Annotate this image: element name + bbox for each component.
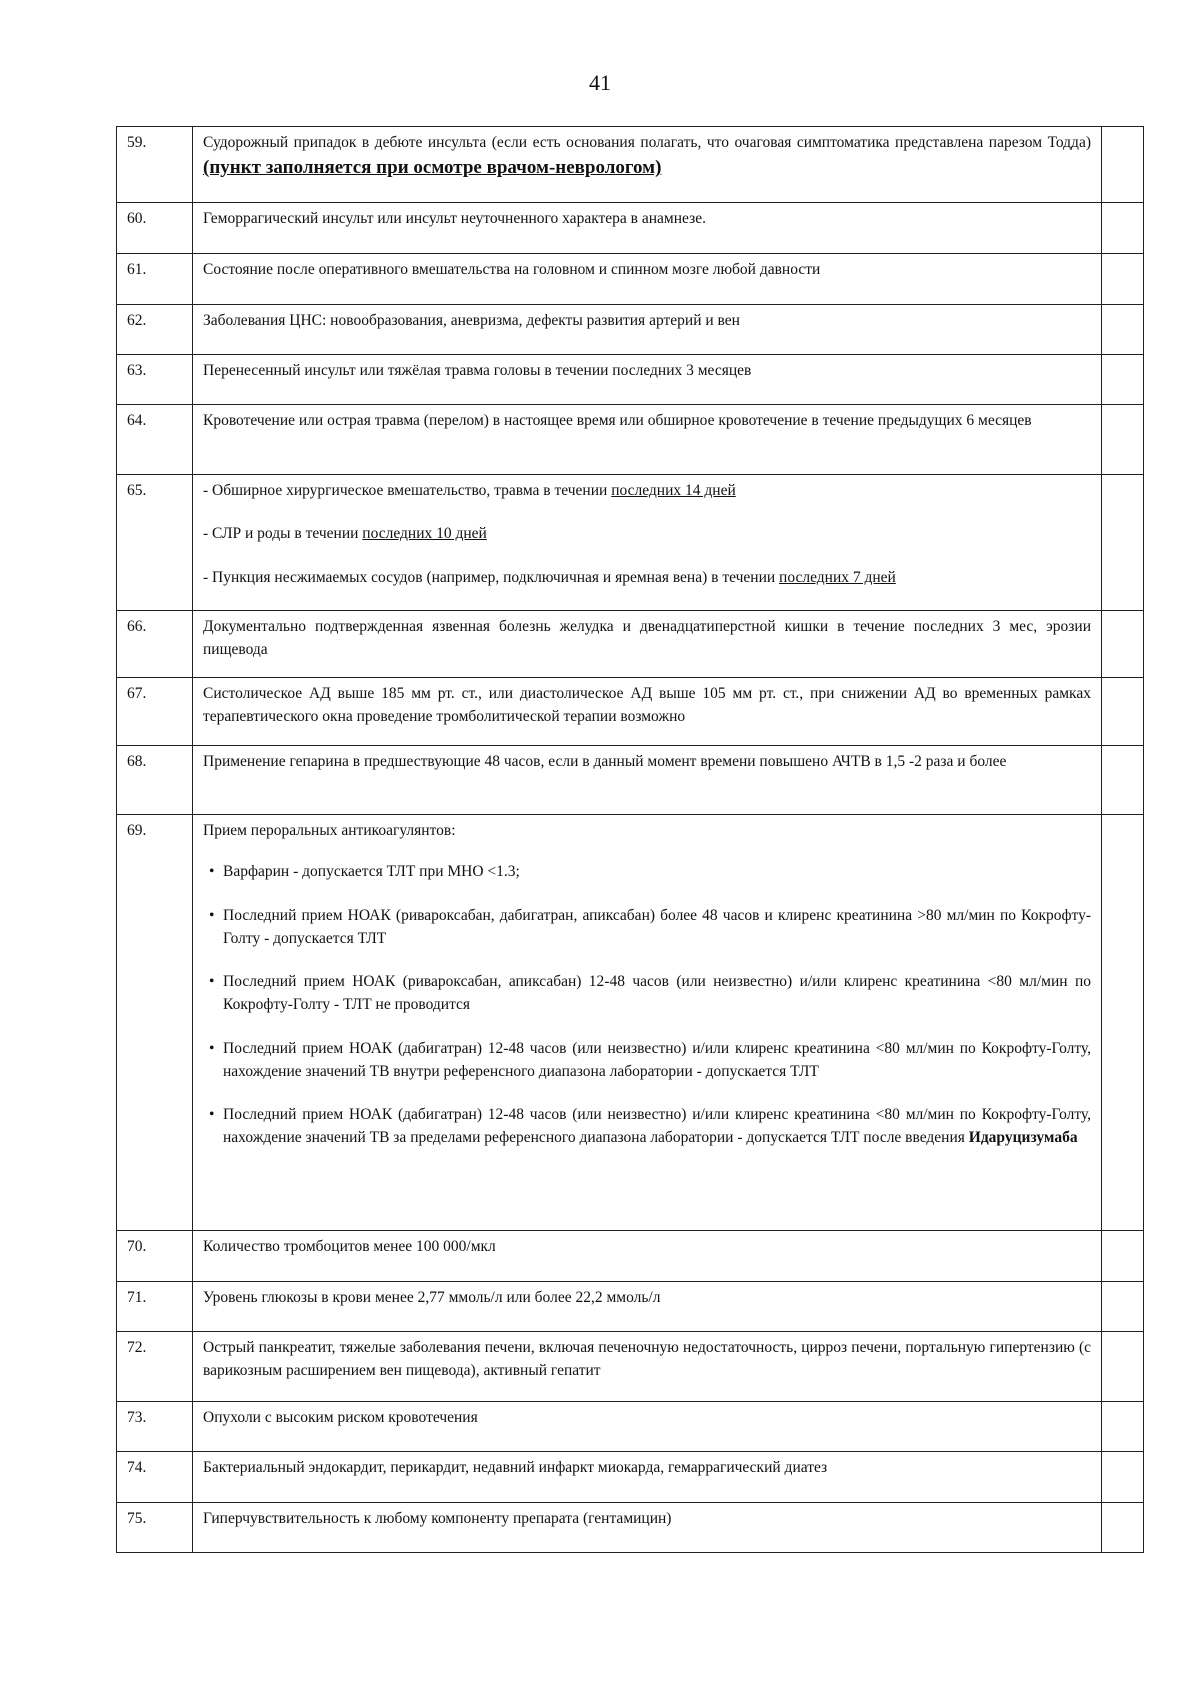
row-text: Бактериальный эндокардит, перикардит, недавний инфаркт миокарда, гемаррагический диатез xyxy=(193,1452,1102,1503)
row-text: Кровотечение или острая травма (перелом) в настоящее время или обширное кровотечение в течение предыдущих 6 месяцев xyxy=(193,405,1102,475)
list-item: • Варфарин - допускается ТЛТ при МНО <1.3; xyxy=(223,860,1091,883)
row-number: 74. xyxy=(117,1452,193,1503)
list-item: • Последний прием НОАК (дабигатран) 12-48 часов (или неизвестно) и/или клиренс креатинина <80 мл/мин по Кокрофту-Голту, нахождение значений ТВ внутри референсного диапазона лаборатории - допускается ТЛТ xyxy=(223,1037,1091,1084)
row-text xyxy=(193,127,1102,203)
table-row xyxy=(117,127,1144,203)
row-line-text: - Пункция несжимаемых сосудов (например, подключичная и яремная вена) в течении xyxy=(203,568,780,586)
row-number: 75. xyxy=(117,1503,193,1553)
row-text: Количество тромбоцитов менее 100 000/мкл xyxy=(193,1231,1102,1282)
row-text: Применение гепарина в предшествующие 48 часов, если в данный момент времени повышено АЧТВ в 1,5 -2 раза и более xyxy=(193,746,1102,815)
row-number: 73. xyxy=(117,1402,193,1452)
check-cell[interactable] xyxy=(1102,475,1144,611)
check-cell[interactable] xyxy=(1102,1503,1144,1553)
row-text xyxy=(193,475,1102,611)
row-line-text: - СЛР и роды в течении xyxy=(203,525,363,543)
table-row xyxy=(117,1503,1144,1553)
drug-name: Идаруцизумаба xyxy=(968,1129,1078,1147)
check-cell[interactable] xyxy=(1102,1332,1144,1402)
table-row xyxy=(117,254,1144,305)
row-number: 66. xyxy=(117,611,193,678)
row-text xyxy=(193,815,1102,1231)
table-row xyxy=(117,475,1144,611)
table-row xyxy=(117,1402,1144,1452)
table-row xyxy=(117,305,1144,355)
row-number: 63. xyxy=(117,355,193,405)
row-line-period: последних 14 дней xyxy=(611,482,736,499)
page-number: 41 xyxy=(589,70,611,95)
row-number: 69. xyxy=(117,815,193,1231)
row-number: 71. xyxy=(117,1282,193,1332)
anticoagulants-intro: Прием пероральных антикоагулянтов: xyxy=(203,822,456,839)
row-text: Геморрагический инсульт или инсульт неуточненного характера в анамнезе. xyxy=(193,203,1102,254)
list-item: • Последний прием НОАК (ривароксабан, дабигатран, апиксабан) более 48 часов и клиренс креатинина >80 мл/мин по Кокрофту-Голту - допускается ТЛТ xyxy=(223,904,1091,951)
row-number: 72. xyxy=(117,1332,193,1402)
check-cell[interactable] xyxy=(1102,355,1144,405)
table-row xyxy=(117,678,1144,746)
list-item-text: Последний прием НОАК (дабигатран) 12-48 часов (или неизвестно) и/или клиренс креатинина <80 мл/мин по Кокрофту-Голту, нахождение значений ТВ за пределами референсного диапазона лаборатории - допускается ТЛТ после введения xyxy=(223,1106,1091,1147)
table-row xyxy=(117,1332,1144,1402)
neurologist-note: (пункт заполняется при осмотре врачом-неврологом) xyxy=(203,157,662,179)
row-number: 64. xyxy=(117,405,193,475)
table-row xyxy=(117,611,1144,678)
check-cell[interactable] xyxy=(1102,254,1144,305)
check-cell[interactable] xyxy=(1102,1402,1144,1452)
row-text-main: Судорожный припадок в дебюте инсульта (если есть основания полагать, что очаговая симптоматика представлена парезом Тодда) xyxy=(203,134,1091,151)
list-item: • Последний прием НОАК (ривароксабан, апиксабан) 12-48 часов (или неизвестно) и/или клиренс креатинина <80 мл/мин по Кокрофту-Голту - ТЛТ не проводится xyxy=(223,970,1091,1017)
row-text: Острый панкреатит, тяжелые заболевания печени, включая печеночную недостаточность, цирроз печени, портальную гипертензию (с варикозным расширением вен пищевода), активный гепатит xyxy=(193,1332,1102,1402)
row-number: 62. xyxy=(117,305,193,355)
row-text: Перенесенный инсульт или тяжёлая травма головы в течении последних 3 месяцев xyxy=(193,355,1102,405)
check-cell[interactable] xyxy=(1102,678,1144,746)
check-cell[interactable] xyxy=(1102,203,1144,254)
row-number: 59. xyxy=(117,127,193,203)
row-text: Уровень глюкозы в крови менее 2,77 ммоль/л или более 22,2 ммоль/л xyxy=(193,1282,1102,1332)
row-text: Состояние после оперативного вмешательства на головном и спинном мозге любой давности xyxy=(193,254,1102,305)
check-cell[interactable] xyxy=(1102,1231,1144,1282)
check-cell[interactable] xyxy=(1102,746,1144,815)
table-row xyxy=(117,746,1144,815)
row-number: 61. xyxy=(117,254,193,305)
row-line xyxy=(203,479,1091,502)
table-row xyxy=(117,815,1144,1231)
check-cell[interactable] xyxy=(1102,405,1144,475)
check-cell[interactable] xyxy=(1102,815,1144,1231)
row-number: 67. xyxy=(117,678,193,746)
table-row xyxy=(117,1282,1144,1332)
row-text: Документально подтвержденная язвенная болезнь желудка и двенадцатиперстной кишки в течение последних 3 мес, эрозии пищевода xyxy=(193,611,1102,678)
table-row xyxy=(117,405,1144,475)
table-row xyxy=(117,1452,1144,1503)
row-line-text: - Обширное хирургическое вмешательство, травма в течении xyxy=(203,482,612,499)
row-text: Систолическое АД выше 185 мм рт. ст., или диастолическое АД выше 105 мм рт. ст., при снижении АД во временных рамках терапевтического окна проведение тромболитической терапии возможно xyxy=(193,678,1102,746)
row-line-period: последних 7 дней xyxy=(779,568,896,586)
list-item xyxy=(223,1103,1091,1150)
row-line xyxy=(203,522,1091,545)
contraindications-table xyxy=(116,126,1144,1553)
table-row xyxy=(117,1231,1144,1282)
table-row xyxy=(117,203,1144,254)
row-number: 68. xyxy=(117,746,193,815)
check-cell[interactable] xyxy=(1102,1452,1144,1503)
row-text: Заболевания ЦНС: новообразования, аневризма, дефекты развития артерий и вен xyxy=(193,305,1102,355)
row-number: 60. xyxy=(117,203,193,254)
check-cell[interactable] xyxy=(1102,305,1144,355)
table-row xyxy=(117,355,1144,405)
row-line xyxy=(203,566,1091,589)
row-line-period: последних 10 дней xyxy=(362,525,487,543)
check-cell[interactable] xyxy=(1102,127,1144,203)
row-text: Гиперчувствительность к любому компоненту препарата (гентамицин) xyxy=(193,1503,1102,1553)
check-cell[interactable] xyxy=(1102,611,1144,678)
anticoagulant-list xyxy=(203,860,1091,1149)
row-number: 65. xyxy=(117,475,193,611)
check-cell[interactable] xyxy=(1102,1282,1144,1332)
row-text: Опухоли с высоким риском кровотечения xyxy=(193,1402,1102,1452)
row-number: 70. xyxy=(117,1231,193,1282)
